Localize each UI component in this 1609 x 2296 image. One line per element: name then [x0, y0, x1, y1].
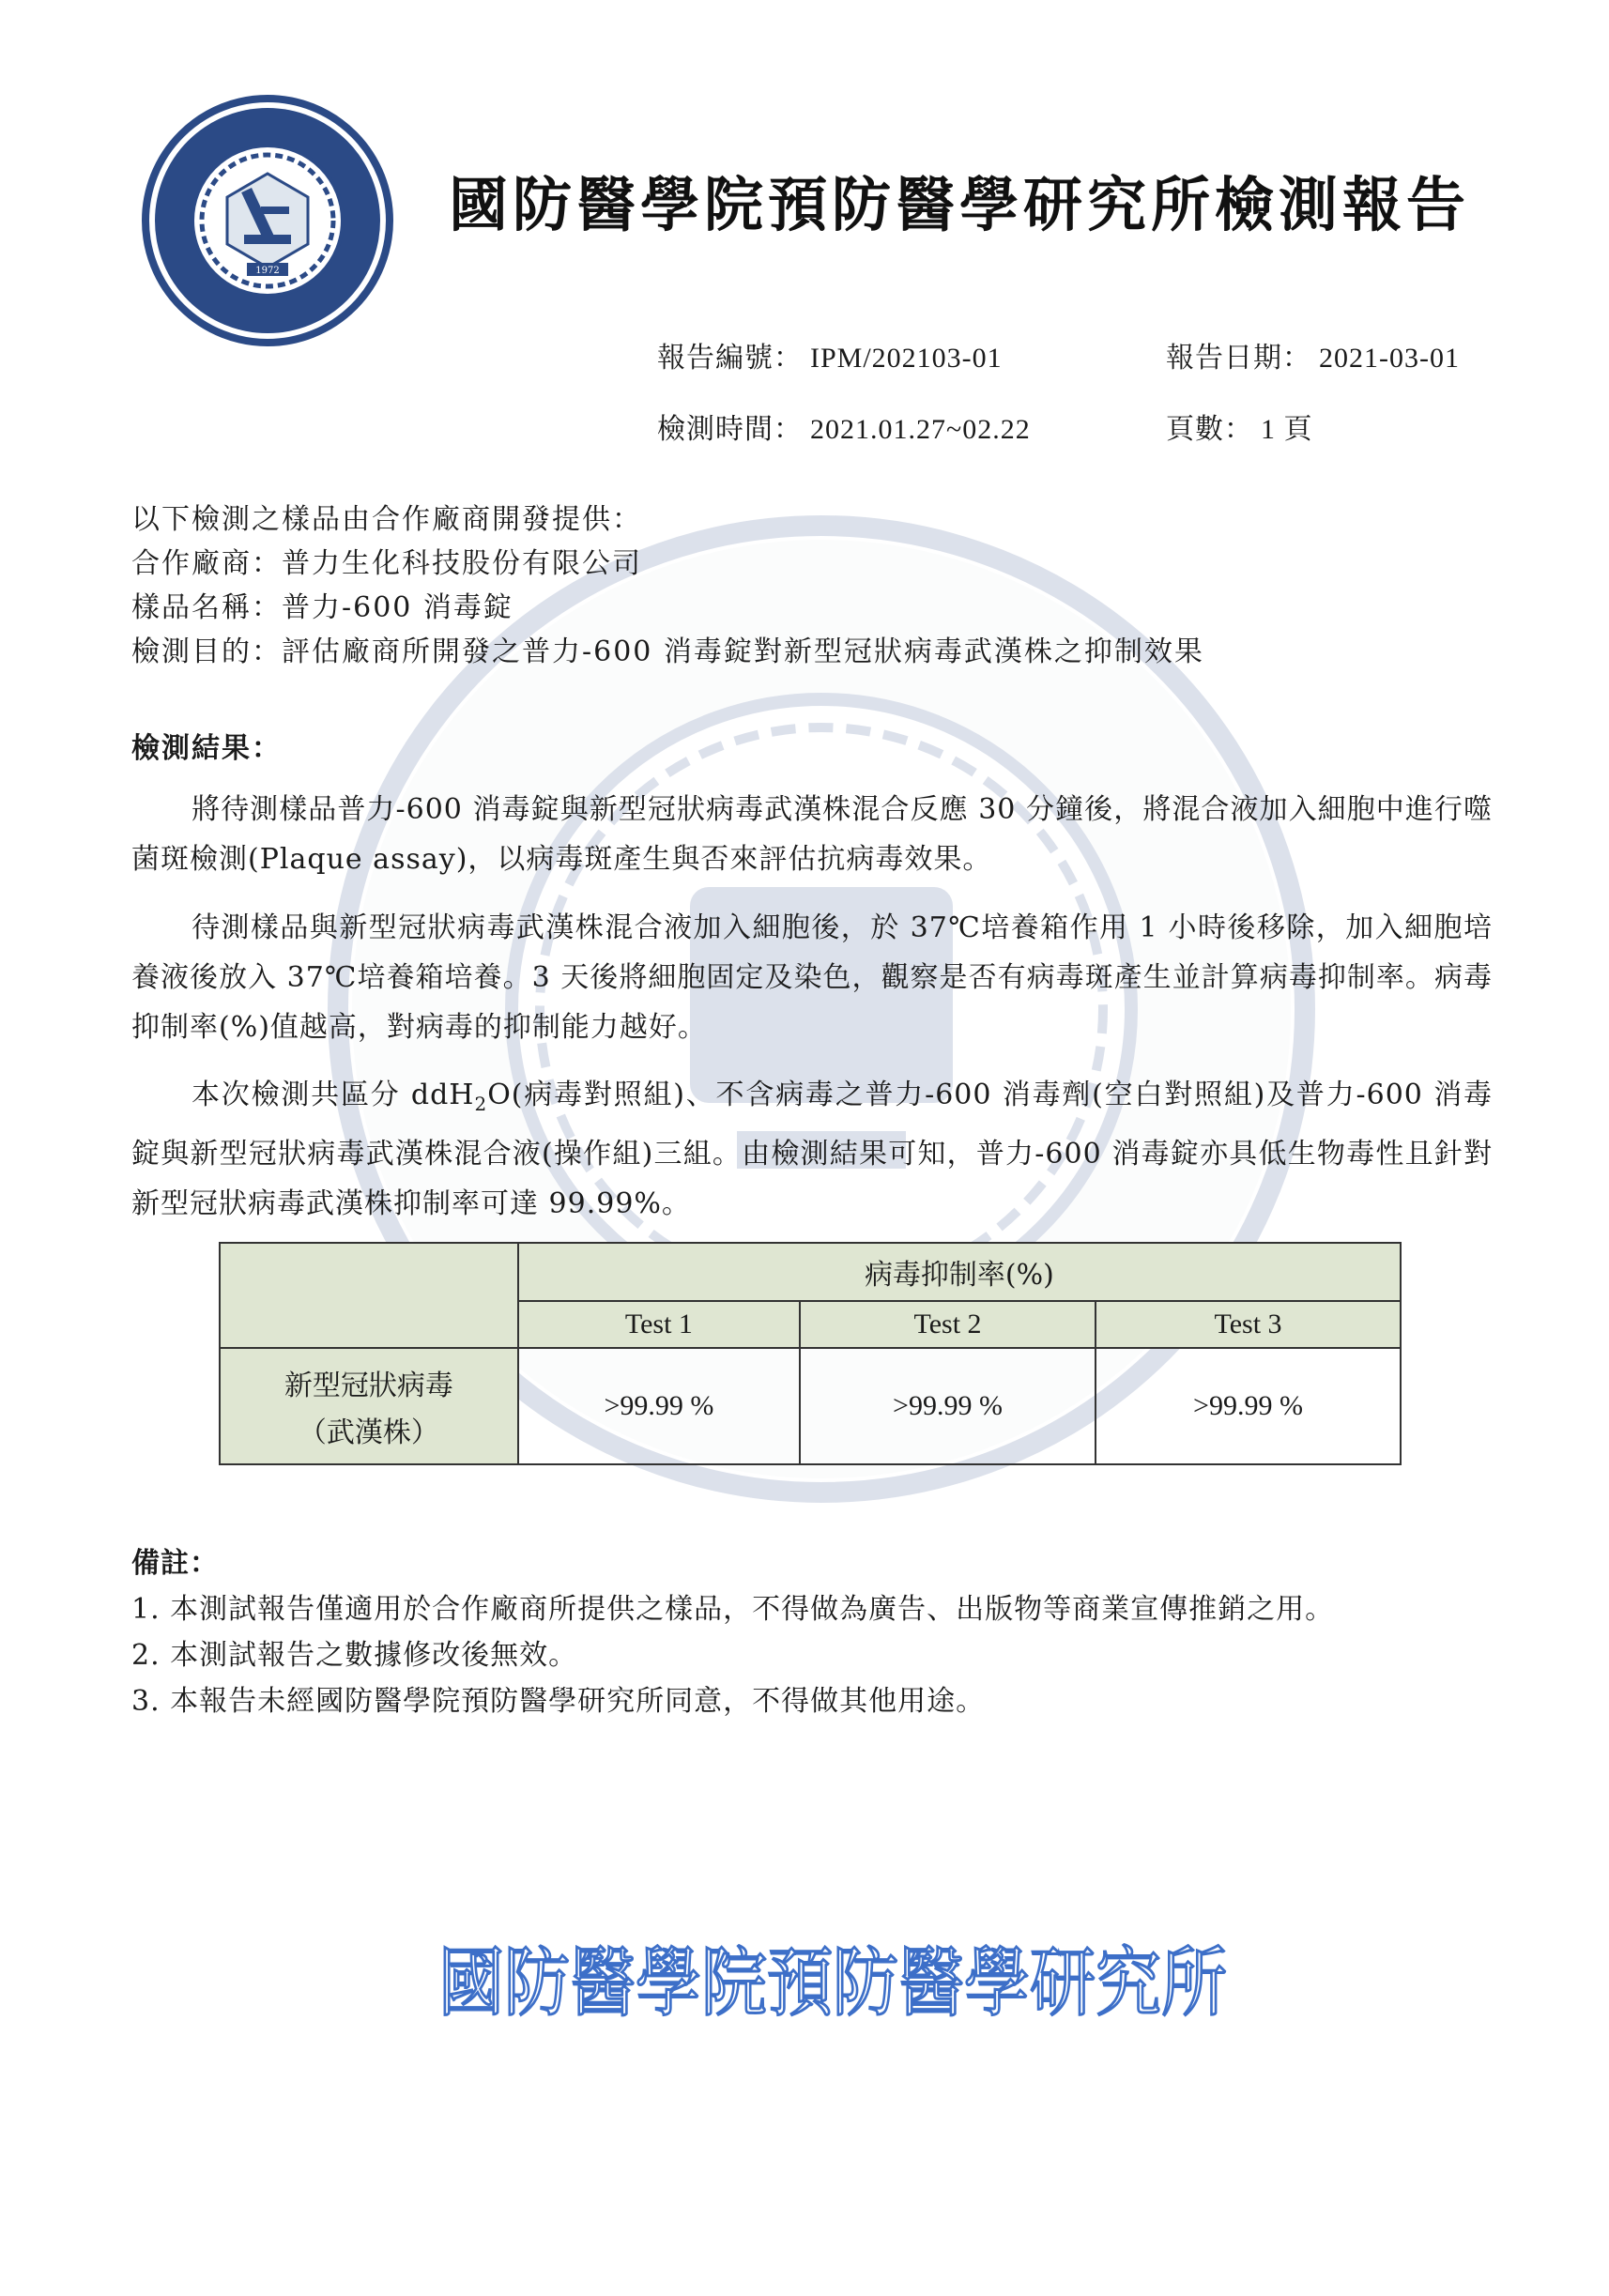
table-column-header: Test 2 — [800, 1301, 1096, 1348]
report-number — [657, 334, 1003, 375]
test-period-label: 檢測時間： — [657, 413, 803, 446]
test-period-value: 2021.01.27~02.22 — [810, 414, 1031, 445]
table-cell: >99.99 % — [518, 1348, 800, 1464]
row-label-line: 新型冠狀病毒 — [283, 1370, 453, 1402]
report-number-label: 報告編號： — [657, 342, 803, 375]
report-date-value: 2021-03-01 — [1319, 343, 1460, 374]
report-number-value: IPM/202103-01 — [810, 343, 1003, 374]
results-paragraph: 待測樣品與新型冠狀病毒武漢株混合液加入細胞後，於 37℃培養箱作用 1 小時後移除，加入細胞培養液後放入 37℃培養箱培養。3 天後將細胞固定及染色，觀察是否有病毒斑產生並計算病毒抑制率。病毒抑制率(%)值越高，對病毒的抑制能力越好。 — [131, 911, 1493, 1044]
table-cell: >99.99 % — [1096, 1348, 1401, 1464]
institute-logo — [141, 94, 394, 347]
info-line: 合作廠商：普力生化科技股份有限公司 — [131, 547, 642, 580]
institute-stamp — [434, 1922, 1232, 2026]
table-cell: >99.99 % — [800, 1348, 1096, 1464]
remark-item: 2. 本測試報告之數據修改後無效。 — [131, 1639, 578, 1672]
table-column-header: Test 1 — [518, 1301, 800, 1348]
info-line: 樣品名稱：普力-600 消毒錠 — [131, 591, 513, 624]
test-period — [657, 406, 1031, 447]
table-row — [220, 1348, 1401, 1464]
table-row-label — [220, 1348, 518, 1464]
subscript: 2 — [474, 1093, 488, 1115]
results-paragraph: 將待測樣品普力-600 消毒錠與新型冠狀病毒武漢株混合反應 30 分鐘後，將混合液加入細胞中進行噬菌斑檢測(Plaque assay)，以病毒斑產生與否來評估抗病毒效果。 — [131, 793, 1493, 876]
paragraph-text: O(病毒對照組)、不含病毒之普力-600 消毒劑(空白對照組)及普力-600 消毒錠與新型冠狀病毒武漢株混合液(操作組)三組。由檢測結果可知，普力-600 消毒錠亦具低生物毒性且針對新型冠狀病毒武漢株抑制率可達 99.99%。 — [131, 1079, 1494, 1220]
paragraph-text: 本次檢測共區分 ddH — [192, 1079, 475, 1111]
remarks — [131, 1539, 1334, 1723]
results-heading: 檢測結果： — [131, 732, 282, 765]
table-column-header: Test 3 — [1096, 1301, 1401, 1348]
report-date-label: 報告日期： — [1166, 342, 1311, 375]
remark-item: 3. 本報告未經國防醫學院預防醫學研究所同意，不得做其他用途。 — [131, 1685, 986, 1718]
remarks-heading: 備註： — [131, 1547, 219, 1580]
report-date — [1166, 334, 1460, 375]
table-group-header: 病毒抑制率(%) — [518, 1243, 1401, 1301]
sample-info — [131, 496, 1204, 672]
page-count — [1166, 406, 1313, 447]
page-count-label: 頁數： — [1166, 413, 1253, 446]
info-line: 以下檢測之樣品由合作廠商開發提供： — [131, 503, 642, 536]
remark-item: 1. 本測試報告僅適用於合作廠商所提供之樣品，不得做為廣告、出版物等商業宣傳推銷之用。 — [131, 1593, 1335, 1626]
stamp-text: 國防醫學院預防醫學研究所 — [438, 1939, 1227, 2027]
results-table — [219, 1242, 1402, 1465]
row-label-line: （武漢株） — [298, 1416, 439, 1449]
logo-year: 1972 — [255, 266, 280, 276]
page-count-value: 1 頁 — [1261, 414, 1313, 445]
page-title: 國防醫學院預防醫學研究所檢測報告 — [449, 170, 1470, 239]
table-corner — [220, 1243, 518, 1348]
info-line: 檢測目的：評估廠商所開發之普力-600 消毒錠對新型冠狀病毒武漢株之抑制效果 — [131, 635, 1204, 668]
results-paragraph — [131, 1070, 1493, 1229]
